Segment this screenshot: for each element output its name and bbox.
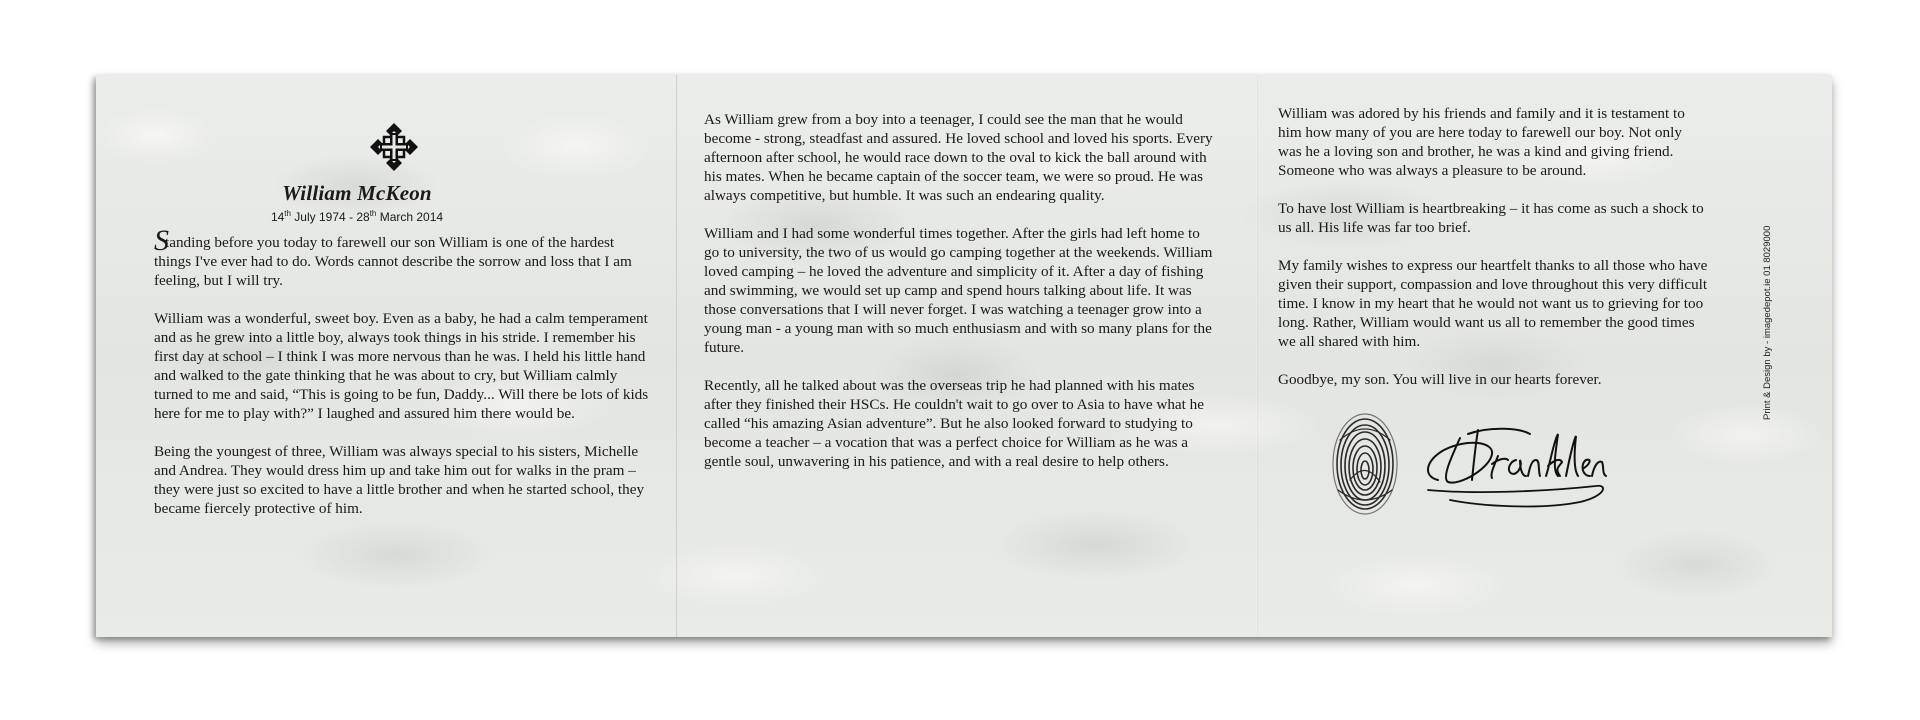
eulogy-text-right bbox=[1278, 104, 1708, 408]
paragraph: Being the youngest of three, William was always special to his sisters, Michelle and Andrea. They would dress him up and take him out for walks in the pram – they were just so excited to have a little brother and when he started school, they became fiercely protective of him. bbox=[154, 443, 645, 517]
fingerprint-icon bbox=[1330, 410, 1400, 518]
paragraph: Recently, all he talked about was the overseas trip he had planned with his mates after they finished their HSCs. He couldn't wait to go over to Asia to have what he called “his amazing Asian adventure”. But he also looked forward to studying to become a teacher – a vocation that was a perfect choice for William as he was a gentle soul, unwavering in his patience, and with a real desire to help others. bbox=[704, 377, 1205, 470]
memorial-card bbox=[96, 75, 1832, 637]
life-dates: 14th July 1974 - 28th March 2014 bbox=[270, 209, 444, 224]
paragraph: My family wishes to express our heartfelt thanks to all those who have given their support, compassion and love throughout this very difficult time. I know in my heart that he would not want us to grieving for too long. Rather, William would want us all to remember the good times we all shared with him. bbox=[1278, 257, 1708, 350]
deceased-name: William McKeon bbox=[282, 181, 432, 205]
paragraph: William was a wonderful, sweet boy. Even as a baby, he had a calm temperament and as he grew into a little boy, always took things in his stride. I remember his first day at school – I think I was more nervous than he was. I held his little hand and walked to the gate thinking that he was about to cry, but William calmly turned to me and said, “This is going to be fun, Daddy... Will there be lots of kids here for me to play with?” I laughed and assured him there would be. bbox=[154, 310, 649, 422]
paragraph: To have lost William is heartbreaking – it has come as such a shock to us all. His life was far too brief. bbox=[1278, 200, 1704, 236]
fold-line-right bbox=[1256, 75, 1258, 637]
paragraph: William was adored by his friends and family and it is testament to him how many of you are here today to farewell our boy. Not only was he a loving son and brother, he was a kind and giving friend. Someone who was always a pleasure to be around. bbox=[1278, 105, 1685, 179]
signature-icon bbox=[1420, 420, 1610, 510]
paragraph: Standing before you today to farewell our son William is one of the hardest things I've ever had to do. Words cannot describe the sorrow and loss that I am feeling, but I will try. bbox=[154, 224, 632, 289]
panel-middle bbox=[704, 75, 1214, 637]
fold-line-left bbox=[676, 75, 678, 637]
paragraph: Goodbye, my son. You will live in our hearts forever. bbox=[1278, 371, 1602, 388]
eulogy-text-left bbox=[154, 224, 654, 537]
eulogy-text-middle bbox=[704, 110, 1214, 490]
paragraph: William and I had some wonderful times together. After the girls had left home to go to university, the two of us would go camping together at the weekends. William loved camping – he loved the adventure and simplicity of it. After a day of fishing and swimming, we would set up camp and spend hours talking about life. It was those conversations that I will never forget. I was watching a teenager grow into a young man - a young man with so much enthusiasm and with so many plans for the future. bbox=[704, 225, 1213, 356]
panel-right bbox=[1278, 75, 1708, 637]
celtic-cross-icon bbox=[368, 121, 420, 173]
drop-cap: S bbox=[154, 224, 169, 257]
printer-imprint: Print & Design by - imagedepot.ie 01 8029000 bbox=[1762, 225, 1773, 420]
paragraph: As William grew from a boy into a teenager, I could see the man that he would become - strong, steadfast and assured. He loved school and loved his sports. Every afternoon after school, he would race down to the oval to kick the ball around with his mates. When he became captain of the soccer team, we were so proud. He was always competitive, but humble. It was such an endearing quality. bbox=[704, 111, 1213, 204]
panel-left bbox=[154, 75, 654, 637]
